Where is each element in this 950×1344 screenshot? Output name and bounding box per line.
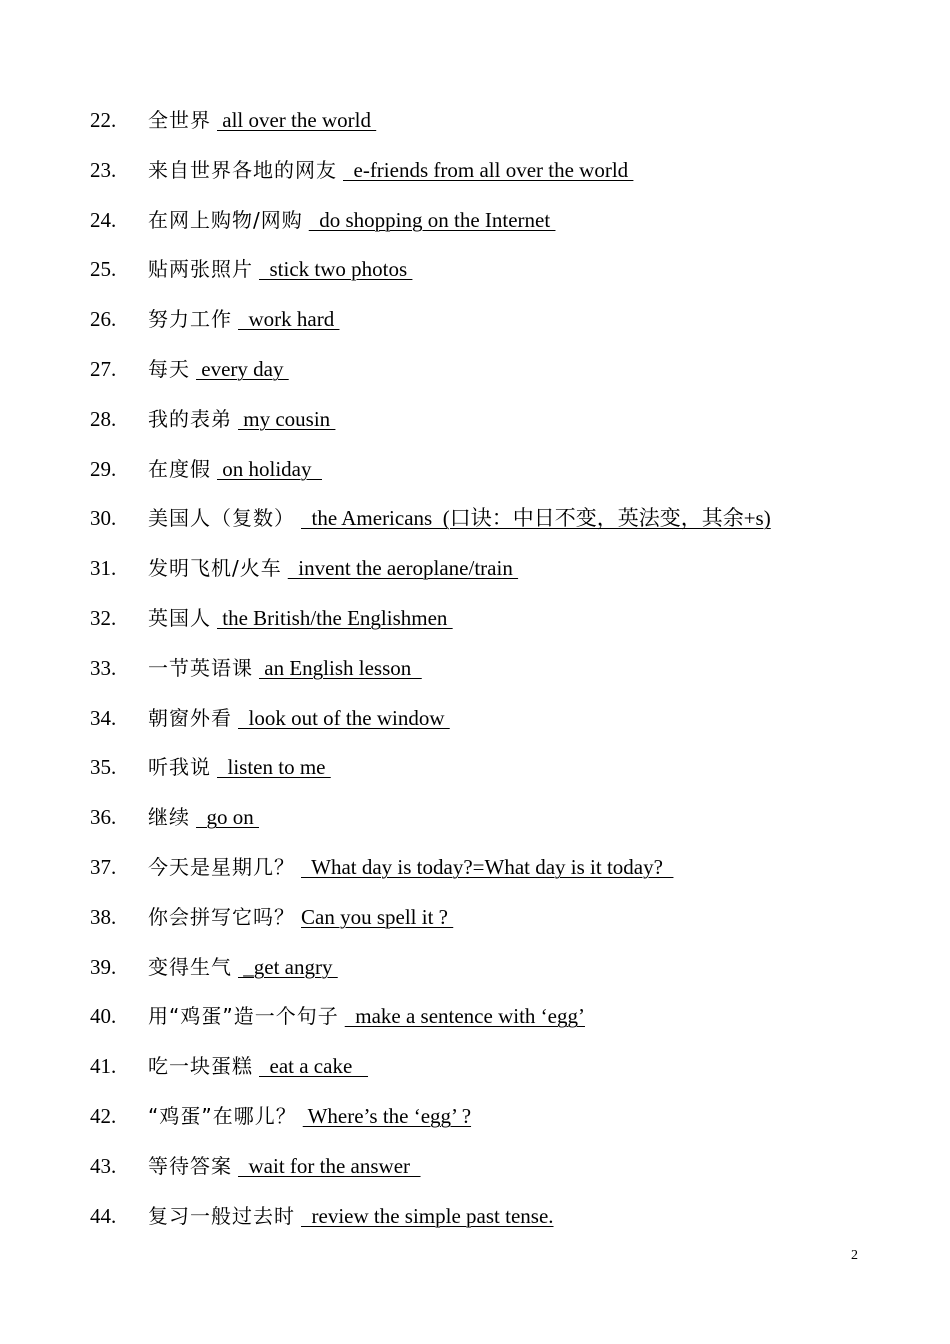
list-item: [90, 104, 910, 154]
item-number: 32.: [90, 605, 117, 630]
english-answer: eat a cake: [259, 1054, 369, 1079]
item-number: 24.: [90, 207, 117, 232]
english-answer: make a sentence with ‘egg’: [344, 1004, 585, 1029]
chinese-phrase: 美国人（复数）: [148, 506, 295, 531]
list-item: [90, 154, 910, 204]
list-item: [90, 951, 910, 1001]
page-number: 2: [851, 1248, 858, 1263]
item-number: 41.: [90, 1054, 117, 1079]
list-item: [90, 353, 910, 403]
item-number: 36.: [90, 805, 117, 830]
english-answer: review the simple past tense.: [301, 1203, 554, 1228]
chinese-phrase: 努力工作: [148, 307, 232, 332]
list-item: [90, 502, 910, 552]
item-number: 40.: [90, 1004, 117, 1029]
english-answer: my cousin: [238, 406, 336, 431]
english-answer: work hard: [238, 307, 340, 332]
chinese-phrase: 等待答案: [148, 1153, 232, 1178]
list-item: [90, 1200, 910, 1250]
item-number: 31.: [90, 556, 117, 581]
english-answer: listen to me: [217, 755, 331, 780]
item-number: 26.: [90, 307, 117, 332]
list-item: [90, 552, 910, 602]
english-answer: every day: [196, 356, 289, 381]
list-item: [90, 652, 910, 702]
item-number: 34.: [90, 705, 117, 730]
english-answer: What day is today?=What day is it today?: [301, 854, 674, 879]
list-item: [90, 851, 910, 901]
chinese-phrase: 在度假: [148, 456, 211, 481]
item-number: 33.: [90, 655, 117, 680]
english-answer: stick two photos: [259, 257, 413, 282]
english-answer: on holiday: [217, 456, 322, 481]
chinese-phrase: 用“鸡蛋”造一个句子: [148, 1004, 339, 1029]
english-answer: an English lesson: [259, 655, 422, 680]
list-item: [90, 901, 910, 951]
chinese-phrase: 复习一般过去时: [148, 1203, 295, 1228]
list-item: [90, 1000, 910, 1050]
item-number: 27.: [90, 356, 117, 381]
item-number: 38.: [90, 904, 117, 929]
list-item: [90, 303, 910, 353]
chinese-phrase: 发明飞机/火车: [148, 556, 282, 581]
english-answer: the Americans (口诀：中日不变，英法变，其余+s): [301, 506, 771, 531]
english-answer: Where’s the ‘egg’ ?: [302, 1103, 472, 1128]
english-answer: look out of the window: [238, 705, 450, 730]
chinese-phrase: 贴两张照片: [148, 257, 253, 282]
chinese-phrase: 我的表弟: [148, 406, 232, 431]
english-answer: _get angry: [238, 954, 338, 979]
item-number: 29.: [90, 456, 117, 481]
list-item: [90, 1050, 910, 1100]
vocabulary-list: [90, 104, 910, 1249]
chinese-phrase: 在网上购物/网购: [148, 207, 303, 232]
item-number: 25.: [90, 257, 117, 282]
chinese-phrase: 听我说: [148, 755, 211, 780]
english-answer: wait for the answer: [238, 1153, 421, 1178]
chinese-phrase: 每天: [148, 356, 190, 381]
chinese-phrase: 一节英语课: [148, 655, 253, 680]
chinese-phrase: 来自世界各地的网友: [148, 157, 337, 182]
item-number: 44.: [90, 1203, 117, 1228]
chinese-phrase: 吃一块蛋糕: [148, 1054, 253, 1079]
item-number: 42.: [90, 1103, 117, 1128]
chinese-phrase: 英国人: [148, 605, 211, 630]
list-item: [90, 1100, 910, 1150]
list-item: [90, 1150, 910, 1200]
chinese-phrase: 变得生气: [148, 954, 232, 979]
english-answer: Can you spell it ?: [301, 904, 454, 929]
chinese-phrase: 继续: [148, 805, 190, 830]
item-number: 28.: [90, 406, 117, 431]
list-item: [90, 403, 910, 453]
item-number: 22.: [90, 108, 117, 132]
item-number: 43.: [90, 1153, 117, 1178]
chinese-phrase: “鸡蛋”在哪儿？: [148, 1103, 297, 1128]
english-answer: e-friends from all over the world: [343, 157, 634, 182]
chinese-phrase: 全世界: [148, 108, 211, 132]
english-answer: invent the aeroplane/train: [287, 556, 519, 581]
chinese-phrase: 你会拼写它吗？: [148, 904, 295, 929]
item-number: 30.: [90, 506, 117, 531]
item-number: 23.: [90, 157, 117, 182]
chinese-phrase: 今天是星期几？: [148, 854, 295, 879]
english-answer: go on: [196, 805, 259, 830]
list-item: [90, 702, 910, 752]
english-answer: the British/the Englishmen: [217, 605, 453, 630]
english-answer: do shopping on the Internet: [308, 207, 556, 232]
item-number: 39.: [90, 954, 117, 979]
list-item: [90, 204, 910, 254]
item-number: 35.: [90, 755, 117, 780]
list-item: [90, 453, 910, 503]
list-item: [90, 801, 910, 851]
item-number: 37.: [90, 854, 117, 879]
list-item: [90, 602, 910, 652]
list-item: [90, 751, 910, 801]
list-item: [90, 253, 910, 303]
chinese-phrase: 朝窗外看: [148, 705, 232, 730]
english-answer: all over the world: [217, 108, 377, 132]
